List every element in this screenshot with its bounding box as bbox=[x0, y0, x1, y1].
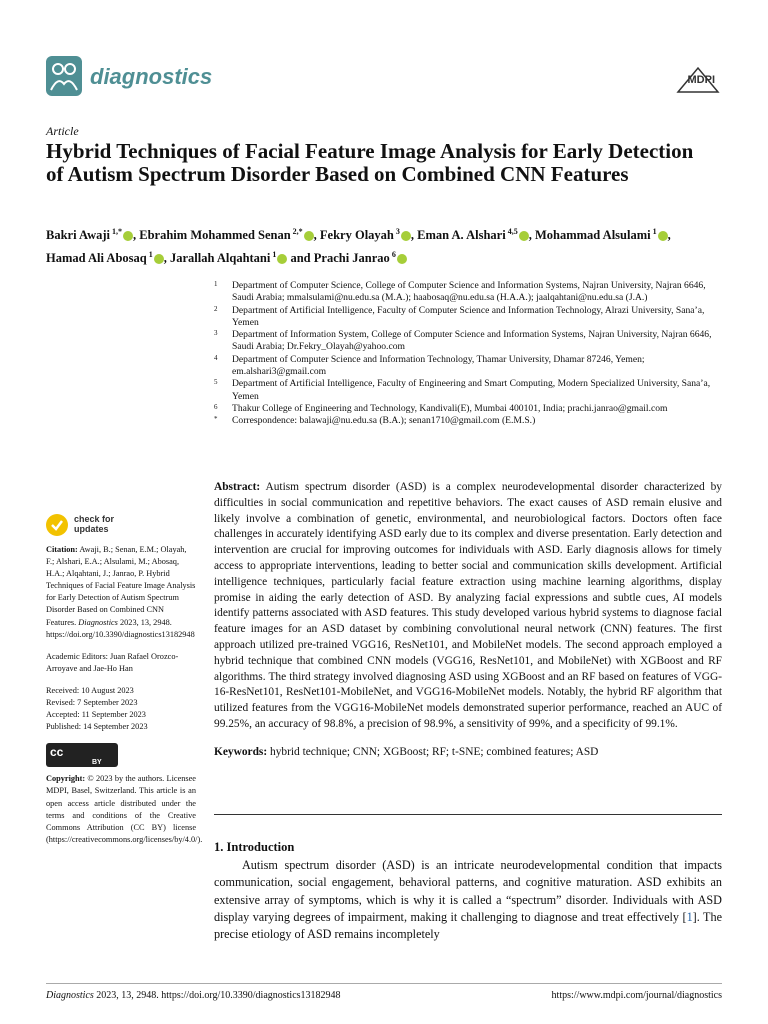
affiliation-number: 1 bbox=[214, 280, 218, 288]
paper-title: Hybrid Techniques of Facial Feature Image Analysis for Early Detection of Autism Spectrum Disorder Based on Combined CNN Features bbox=[46, 139, 694, 186]
affiliation-item bbox=[214, 329, 724, 354]
author-separator: , bbox=[313, 228, 320, 243]
copyright-label: Copyright: bbox=[46, 774, 86, 784]
reference-link[interactable]: 1 bbox=[686, 909, 693, 924]
orcid-icon[interactable] bbox=[277, 254, 287, 264]
footer-divider bbox=[46, 983, 722, 984]
cc-label: cc bbox=[50, 745, 64, 760]
author-separator: , bbox=[667, 228, 671, 243]
sidebar bbox=[46, 514, 203, 846]
by-label: BY bbox=[92, 759, 102, 767]
abstract-label: Abstract: bbox=[214, 481, 261, 493]
accepted-date: Accepted: 11 September 2023 bbox=[46, 710, 146, 720]
author-name: Prachi Janrao bbox=[313, 251, 390, 266]
copyright-block bbox=[46, 773, 203, 846]
publisher-name: MDPI bbox=[687, 74, 715, 86]
footer-journal: Diagnostics bbox=[46, 990, 94, 1001]
footer-citation bbox=[46, 990, 341, 1001]
orcid-icon[interactable] bbox=[154, 254, 164, 264]
dates-block bbox=[46, 685, 196, 733]
copyright-text: © 2023 by the authors. Licensee MDPI, Basel, Switzerland. This article is an open access article distributed under the terms and conditions of the Creative Commons Attribution (CC BY) license (https://creativecommons.org/licenses/by/4.0/). bbox=[46, 774, 203, 844]
affiliation-text: Thakur College of Engineering and Technology, Kandivali(E), Mumbai 400101, India; prachi.janrao@gmail.com bbox=[232, 402, 668, 414]
author-affiliation-marker: 3 bbox=[395, 227, 400, 236]
citation-block bbox=[46, 544, 196, 641]
author-affiliation-marker: 1 bbox=[272, 250, 277, 260]
affiliation-text: Department of Computer Science, College of Computer Science and Information Systems, Najran University, Najran 6646, Saudi Arabia; mmalsulami@nu.edu.sa (M.A.); haabosaq@nu.edu.sa (H.A.A.); jaalqahtani@nu.edu.sa (J.A.) bbox=[232, 280, 706, 304]
author-separator: , bbox=[163, 251, 170, 266]
affiliation-number: 5 bbox=[214, 378, 218, 387]
author-separator: , bbox=[410, 228, 418, 243]
abstract-section bbox=[214, 480, 722, 761]
intro-text-before: Autism spectrum disorder (ASD) is an intricate neurodevelopmental condition that impacts communication, social engagement, behavioral patterns, and cognitive maturation. ASD exhibits an extensive array of symptoms, which is why it is called a “spectrum” disorder. Individuals with ASD display varying degrees of impairment, making it challenging to diagnose and treat effectively [ bbox=[214, 858, 722, 924]
affiliation-text: Department of Information System, College of Computer Science and Information Systems, Najran University, Najran 6646, Saudi Arabia; Dr.Fekry_Olayah@yahoo.com bbox=[232, 329, 712, 353]
keywords-label: Keywords: bbox=[214, 745, 268, 758]
author-affiliation-marker: 6 bbox=[391, 250, 396, 260]
citation-journal: Diagnostics bbox=[78, 617, 118, 627]
orcid-icon[interactable] bbox=[658, 231, 668, 241]
affiliation-item bbox=[214, 354, 724, 379]
affiliation-item bbox=[214, 280, 724, 305]
author-affiliation-marker: 4,5 bbox=[507, 227, 518, 236]
author-name: Bakri Awaji bbox=[46, 228, 111, 243]
check-label-line2: updates bbox=[74, 524, 109, 534]
academic-editors: Academic Editors: Juan Rafael Orozco-Arroyave and Jae-Ho Han bbox=[46, 651, 179, 673]
diagnostics-logo-icon bbox=[46, 56, 82, 96]
author-name: Jarallah Alqahtani bbox=[169, 251, 271, 266]
intro-text-after: ]. The precise etiology of ASD remains incompletely bbox=[214, 909, 722, 942]
affiliation-item bbox=[214, 415, 724, 427]
introduction-text bbox=[214, 857, 722, 943]
affiliation-text: Department of Artificial Intelligence, Faculty of Computer Science and Information Technology, Alrazi University, Sana’a, Yemen bbox=[232, 304, 705, 328]
journal-header bbox=[46, 56, 722, 106]
affiliation-text: Department of Artificial Intelligence, Faculty of Engineering and Smart Computing, Modern Specialized University, Sana’a, Yemen bbox=[232, 378, 711, 402]
published-date: Published: 14 September 2023 bbox=[46, 722, 148, 732]
author-separator: , bbox=[528, 228, 535, 243]
affiliation-text: Department of Computer Science and Information Technology, Thamar University, Dhamar 87246, Yemen; em.alshari3@gmail.com bbox=[232, 353, 645, 378]
affiliation-item bbox=[214, 305, 724, 330]
author-affiliation-marker: 2,* bbox=[292, 227, 303, 236]
author-affiliation-marker: 1,* bbox=[112, 227, 123, 236]
author-affiliation-marker: 1 bbox=[148, 250, 153, 260]
affiliation-text: Correspondence: balawaji@nu.edu.sa (B.A.); senan1710@gmail.com (E.M.S.) bbox=[232, 415, 536, 427]
revised-date: Revised: 7 September 2023 bbox=[46, 698, 138, 708]
affiliation-number: 6 bbox=[214, 402, 218, 411]
affiliation-number: * bbox=[214, 415, 218, 424]
introduction-heading: 1. Introduction bbox=[214, 840, 295, 854]
keywords bbox=[214, 745, 722, 761]
author-name: Fekry Olayah bbox=[319, 228, 394, 243]
citation-text: Awaji, B.; Senan, E.M.; Olayah, F.; Alshari, E.A.; Alsulami, M.; Abosaq, H.A.; Alqahtani, J.; Janrao, P. Hybrid Techniques of Facial Feature Image Analysis for Early Detection of Autism Spectrum Disorder Based on Combined CNN Features. bbox=[46, 545, 196, 627]
orcid-icon[interactable] bbox=[519, 231, 529, 241]
author-list bbox=[46, 222, 726, 268]
orcid-icon[interactable] bbox=[401, 231, 411, 241]
affiliation-list bbox=[214, 280, 724, 428]
check-label-line1: check for bbox=[74, 514, 115, 524]
check-for-updates-button[interactable] bbox=[46, 514, 196, 538]
affiliation-item bbox=[214, 378, 724, 403]
affiliation-number: 2 bbox=[214, 304, 218, 313]
cc-by-license-icon[interactable] bbox=[46, 743, 118, 767]
affiliation-item bbox=[214, 403, 724, 415]
author-name: Mohammad Alsulami bbox=[534, 228, 651, 243]
author-name: Ebrahim Mohammed Senan bbox=[139, 228, 291, 243]
abstract-text: Autism spectrum disorder (ASD) is a complex neurodevelopmental disorder characterized by difficulties in social communication and repetitive behaviors. The exact causes of ASD remain elusive and likely involve a combination of genetic, environmental, and neurobiological factors. Doctors often face challenges in accurately identifying ASD early due to its complex and diverse presentation. Early detection and intervention are crucial for improving outcomes for individuals with ASD. Early diagnosis allows for timely access to appropriate interventions, leading to better social and communication skills development. Artificial intelligence techniques, particularly facial feature extraction using machine learning algorithms, display promise in aiding the early detection of ASD. By analyzing facial expressions and subtle cues, AI models identify patterns associated with ASD features. This study developed various hybrid systems to diagnose facial feature images for an ASD dataset by combining convolutional neural network (CNN) features. The first approach utilized pre-trained VGG16, ResNet101, and MobileNet models. The second approach employed a hybrid technique that combined CNN models (VGG16, ResNet101, and MobileNet) with XGBoost and RF algorithms. The third strategy involved diagnosing ASD using XGBoost and an RF based on features of VGG-16-ResNet101, ResNet101-MobileNet, and VGG16-MobileNet models. Notably, the hybrid RF algorithm that utilized features from the VGG16-MobileNet models demonstrated superior performance, reached an AUC of 99.25%, an accuracy of 98.8%, a precision of 98.9%, a sensitivity of 99%, and a specificity of 99.1%. bbox=[214, 481, 722, 730]
footer-url[interactable]: https://www.mdpi.com/journal/diagnostics bbox=[551, 990, 722, 1001]
check-updates-icon bbox=[46, 514, 68, 536]
article-type: Article bbox=[46, 124, 79, 138]
section-divider bbox=[214, 814, 722, 815]
footer-doi[interactable]: 2023, 13, 2948. https://doi.org/10.3390/diagnostics13182948 bbox=[93, 990, 341, 1001]
affiliation-number: 4 bbox=[214, 353, 218, 362]
author-separator: and bbox=[287, 251, 314, 266]
citation-doi[interactable]: 2023, 13, 2948. https://doi.org/10.3390/diagnostics13182948 bbox=[46, 617, 195, 639]
affiliation-number: 3 bbox=[214, 329, 218, 338]
orcid-icon[interactable] bbox=[397, 254, 407, 264]
abstract bbox=[214, 480, 722, 733]
keywords-text: hybrid technique; CNN; XGBoost; RF; t-SNE; combined features; ASD bbox=[267, 745, 599, 758]
author-affiliation-marker: 1 bbox=[652, 227, 657, 236]
orcid-icon[interactable] bbox=[304, 231, 314, 241]
received-date: Received: 10 August 2023 bbox=[46, 685, 134, 695]
orcid-icon[interactable] bbox=[123, 231, 133, 241]
journal-name[interactable]: diagnostics bbox=[90, 64, 213, 89]
author-name: Eman A. Alshari bbox=[417, 228, 506, 243]
citation-label: Citation: bbox=[46, 545, 78, 554]
author-name: Hamad Ali Abosaq bbox=[46, 251, 147, 266]
author-separator: , bbox=[133, 228, 140, 243]
